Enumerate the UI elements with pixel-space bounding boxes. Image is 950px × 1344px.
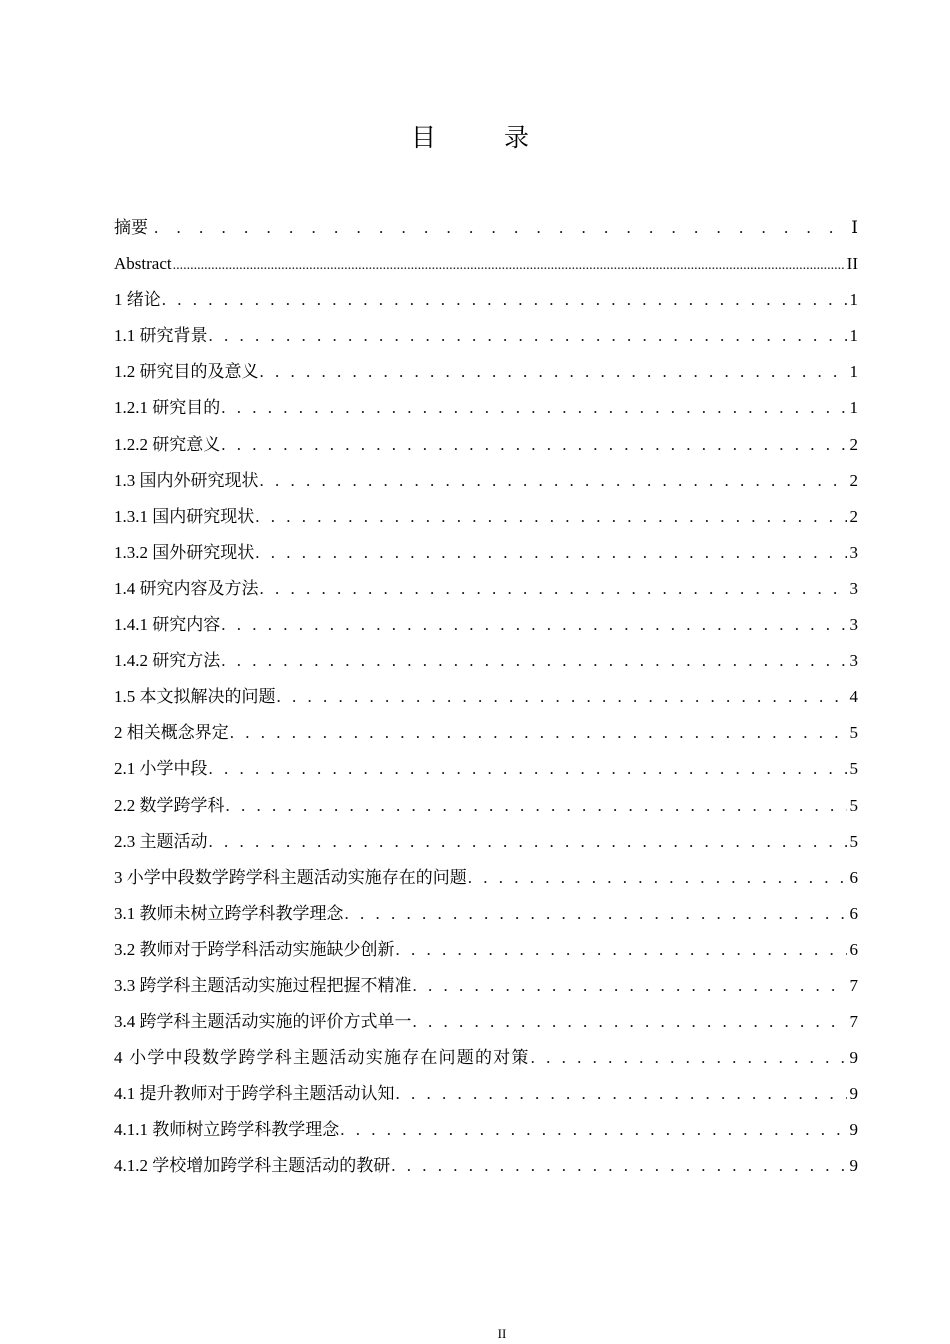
dot-leader <box>208 751 847 787</box>
toc-entry-page: 1 <box>849 326 858 346</box>
toc-entry-label: 3.1 教师未树立跨学科教学理念 <box>114 903 344 923</box>
toc-entry-page: 9 <box>849 1156 858 1176</box>
toc-entry-page: 1 <box>849 398 858 418</box>
dot-leader <box>208 824 847 860</box>
toc-entry-label: 2 相关概念界定 <box>114 723 229 743</box>
dot-leader <box>259 571 847 607</box>
toc-entry-label: 3.3 跨学科主题活动实施过程把握不精准 <box>114 975 412 995</box>
dot-leader <box>259 354 847 390</box>
toc-entry-label: 1.4 研究内容及方法 <box>114 578 259 598</box>
toc-entry-page: 3 <box>849 542 858 562</box>
dot-leader <box>390 1148 846 1184</box>
toc-entry-1-5[interactable] <box>114 679 858 715</box>
toc-entry-label: 3.4 跨学科主题活动实施的评价方式单一 <box>114 1012 412 1032</box>
dot-leader <box>344 896 847 932</box>
toc-entry-4-1-1[interactable] <box>114 1112 858 1148</box>
dot-leader <box>412 1004 847 1040</box>
toc-entry-label: 1.4.2 研究方法 <box>114 651 221 671</box>
toc-entry-1[interactable] <box>114 282 858 318</box>
dot-leader <box>467 860 847 896</box>
toc-entry-page: 2 <box>849 434 858 454</box>
dot-leader <box>395 1076 847 1112</box>
dot-leader <box>395 932 847 968</box>
toc-entry-3-1[interactable] <box>114 896 858 932</box>
toc-entry-page: 5 <box>849 759 858 779</box>
toc-entry-page: 4 <box>849 687 858 707</box>
toc-entry-page: 5 <box>849 795 858 815</box>
toc-entry-page: 3 <box>849 578 858 598</box>
toc-entry-1-3-1[interactable] <box>114 499 858 535</box>
dot-leader <box>172 248 844 284</box>
dot-leader <box>530 1040 847 1076</box>
toc-entry-page: 2 <box>849 506 858 526</box>
toc-entry-3-4[interactable] <box>114 1004 858 1040</box>
toc-entry-label: 2.1 小学中段 <box>114 759 208 779</box>
toc-entry-label: 1.1 研究背景 <box>114 326 208 346</box>
toc-entry-label: 1.2.1 研究目的 <box>114 398 221 418</box>
toc-entry-page: 9 <box>849 1048 858 1068</box>
toc-entry-1-2-2[interactable] <box>114 427 858 463</box>
toc-entry-page: 7 <box>849 1012 858 1032</box>
dot-leader <box>339 1112 846 1148</box>
toc-entry-4-1[interactable] <box>114 1076 858 1112</box>
toc-entry-3-3[interactable] <box>114 968 858 1004</box>
toc-entry-label: 1.3 国内外研究现状 <box>114 470 259 490</box>
dot-leader <box>220 643 846 679</box>
toc-entry-1-4-2[interactable] <box>114 643 858 679</box>
toc-entry-3-2[interactable] <box>114 932 858 968</box>
toc-entry-label: 4 小学中段数学跨学科主题活动实施存在问题的对策 <box>114 1048 530 1068</box>
toc-entry-3[interactable] <box>114 860 858 896</box>
toc-entry-label: 1.3.2 国外研究现状 <box>114 542 255 562</box>
toc-entry-label: 1 绪论 <box>114 290 161 310</box>
toc-entry-page: 9 <box>849 1120 858 1140</box>
toc-entry-abstract-en[interactable] <box>114 246 858 282</box>
toc-entry-label: 3.2 教师对于跨学科活动实施缺少创新 <box>114 939 395 959</box>
toc-entry-page: 6 <box>849 903 858 923</box>
toc-entry-page: 2 <box>849 470 858 490</box>
toc-entry-label: 2.2 数学跨学科 <box>114 795 225 815</box>
dot-leader <box>220 390 846 426</box>
toc-entry-1-2[interactable] <box>114 354 858 390</box>
toc-entry-page: 3 <box>849 651 858 671</box>
toc-entry-page: 9 <box>849 1084 858 1104</box>
dot-leader <box>254 499 846 535</box>
toc-entry-label: 4.1 提升教师对于跨学科主题活动认知 <box>114 1084 395 1104</box>
toc-entry-2-3[interactable] <box>114 824 858 860</box>
toc-entry-page: 7 <box>849 975 858 995</box>
table-of-contents <box>114 210 858 1185</box>
dot-leader <box>220 607 846 643</box>
toc-entry-page: Ⅰ <box>851 218 858 237</box>
toc-entry-label: 1.5 本文拟解决的问题 <box>114 687 276 707</box>
toc-entry-1-2-1[interactable] <box>114 390 858 426</box>
dot-leader <box>412 968 847 1004</box>
toc-entry-page: 5 <box>849 831 858 851</box>
dot-leader <box>148 210 848 246</box>
dot-leader <box>225 788 847 824</box>
toc-entry-page: 6 <box>849 867 858 887</box>
toc-entry-abstract-cn[interactable] <box>114 210 858 246</box>
toc-entry-page: 5 <box>849 723 858 743</box>
toc-entry-2-2[interactable] <box>114 788 858 824</box>
toc-entry-label: 1.2.2 研究意义 <box>114 434 221 454</box>
toc-entry-2[interactable] <box>114 715 858 751</box>
toc-entry-page: 6 <box>849 939 858 959</box>
dot-leader <box>161 282 847 318</box>
toc-entry-label: 4.1.2 学校增加跨学科主题活动的教研 <box>114 1156 391 1176</box>
toc-entry-label: 3 小学中段数学跨学科主题活动实施存在的问题 <box>114 867 467 887</box>
toc-entry-label: 2.3 主题活动 <box>114 831 208 851</box>
toc-entry-page: II <box>846 254 858 274</box>
toc-entry-4-1-2[interactable] <box>114 1148 858 1184</box>
toc-entry-1-1[interactable] <box>114 318 858 354</box>
toc-entry-label: 摘要 <box>114 218 148 237</box>
toc-entry-page: 1 <box>849 290 858 310</box>
toc-entry-label: Abstract <box>114 254 172 274</box>
dot-leader <box>229 715 847 751</box>
dot-leader <box>208 318 847 354</box>
dot-leader <box>276 679 847 715</box>
toc-entry-label: 4.1.1 教师树立跨学科教学理念 <box>114 1120 340 1140</box>
toc-entry-page: 3 <box>849 615 858 635</box>
toc-entry-1-3-2[interactable] <box>114 535 858 571</box>
toc-entry-2-1[interactable] <box>114 751 858 787</box>
toc-entry-1-4-1[interactable] <box>114 607 858 643</box>
toc-entry-1-3[interactable] <box>114 463 858 499</box>
toc-entry-label: 1.4.1 研究内容 <box>114 615 221 635</box>
dot-leader <box>259 463 847 499</box>
dot-leader <box>220 427 846 463</box>
page-number: II <box>497 1326 507 1341</box>
toc-entry-4[interactable] <box>114 1040 858 1076</box>
toc-entry-label: 1.3.1 国内研究现状 <box>114 506 255 526</box>
toc-entry-1-4[interactable] <box>114 571 858 607</box>
dot-leader <box>254 535 846 571</box>
toc-entry-page: 1 <box>849 362 858 382</box>
toc-entry-label: 1.2 研究目的及意义 <box>114 362 259 382</box>
page-title: 目 录 <box>411 123 559 152</box>
